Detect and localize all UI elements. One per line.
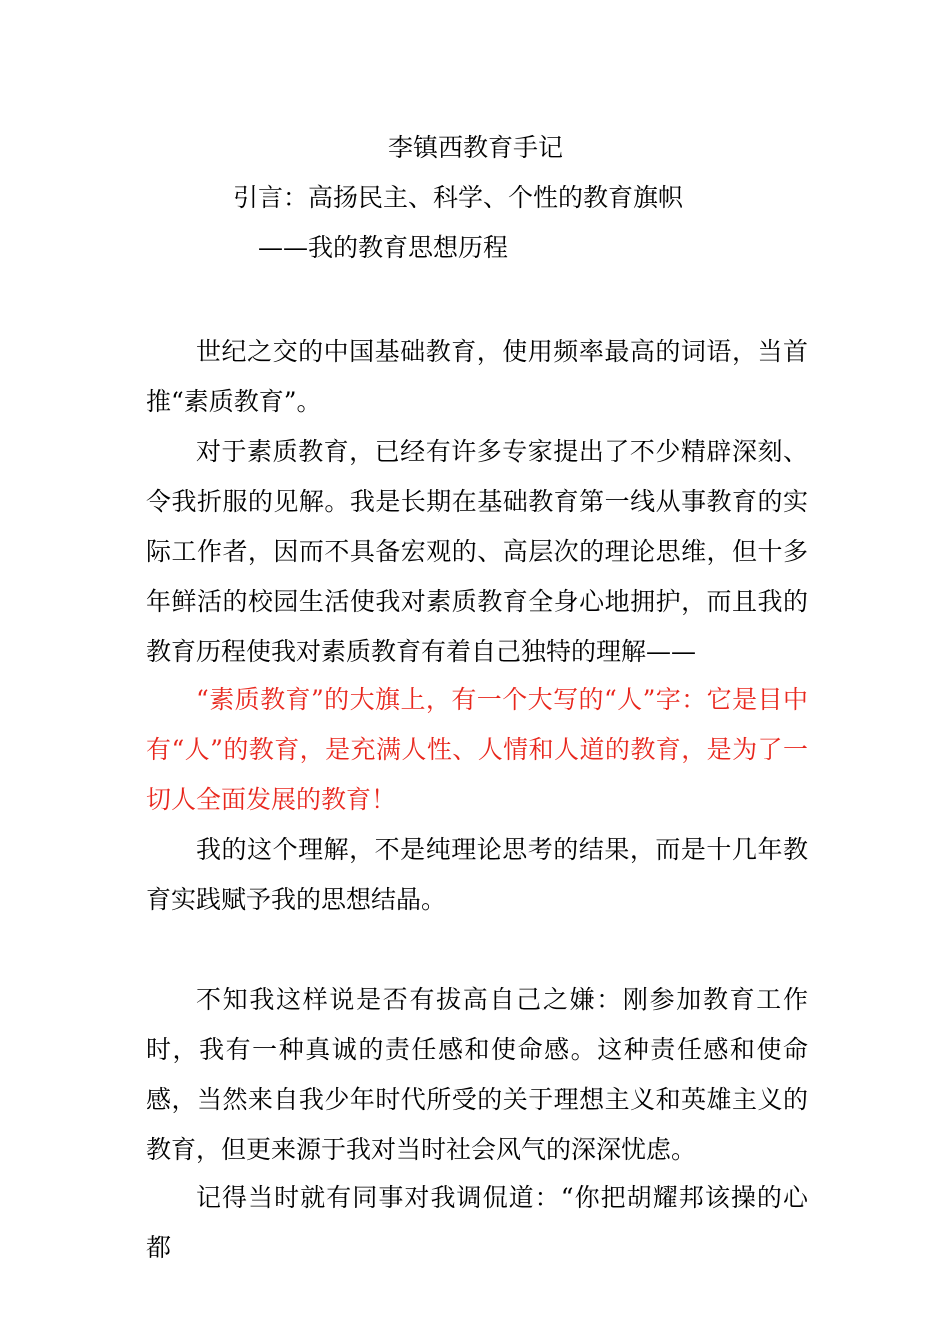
paragraph-4: 我的这个理解，不是纯理论思考的结果，而是十几年教育实践赋予我的思想结晶。 bbox=[146, 835, 808, 914]
highlighted-paragraph: “素质教育”的大旗上，有一个大写的“人”字：它是目中有“人”的教育，是充满人性、人情和人道的教育，是为了一切人全面发展的教育！ bbox=[146, 685, 808, 814]
paragraph-1: 世纪之交的中国基础教育，使用频率最高的词语，当首推“素质教育”。 bbox=[146, 337, 808, 416]
document-subtitle: 引言：高扬民主、科学、个性的教育旗帜 bbox=[233, 183, 684, 212]
paragraph-5: 不知我这样说是否有拔高自己之嫌：刚参加教育工作时，我有一种真诚的责任感和使命感。这种责任感和使命感，当然来自我少年时代所受的关于理想主义和英雄主义的教育，但更来源于我对当时社会风气的深深忧虑。 bbox=[146, 985, 808, 1164]
paragraph-2: 对于素质教育，已经有许多专家提出了不少精辟深刻、令我折服的见解。我是长期在基础教育第一线从事教育的实际工作者，因而不具备宏观的、高层次的理论思维，但十多年鲜活的校园生活使我对素质教育全身心地拥护，而且我的教育历程使我对素质教育有着自己独特的理解—— bbox=[146, 437, 808, 666]
document-subtitle-line2: ——我的教育思想历程 bbox=[258, 233, 509, 262]
document-title: 李镇西教育手记 bbox=[388, 133, 564, 162]
paragraph-6: 记得当时就有同事对我调侃道：“你把胡耀邦该操的心都 bbox=[146, 1183, 808, 1262]
